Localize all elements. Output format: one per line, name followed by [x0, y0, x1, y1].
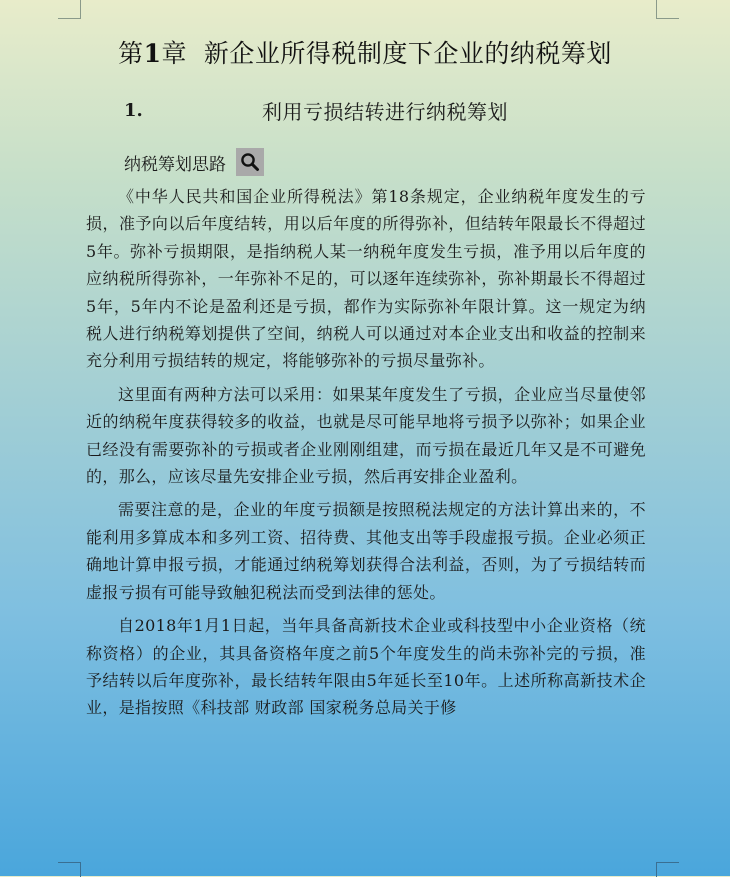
section-number: 1. [124, 100, 143, 121]
page-corner-mark-top-left [58, 0, 81, 19]
search-button[interactable] [236, 148, 264, 176]
paragraph-3: 需要注意的是，企业的年度亏损额是按照税法规定的方法计算出来的，不能利用多算成本和多列工资、招待费、其他支出等手段虚报亏损。企业必须正确地计算申报亏损，才能通过纳税筹划获得合法利益，否则，为了亏损结转而虚报亏损有可能导致触犯税法而受到法律的惩处。 [86, 500, 646, 602]
chapter-number: 1 [143, 39, 162, 68]
paragraph-2: 这里面有两种方法可以采用：如果某年度发生了亏损，企业应当尽量使邻近的纳税年度获得较多的收益，也就是尽可能早地将亏损予以弥补；如果企业已经没有需要弥补的亏损或者企业刚刚组建，而亏损在最近几年又是不可避免的，那么，应该尽量先安排企业亏损，然后再安排企业盈利。 [86, 384, 646, 487]
chapter-title-text: 章 新企业所得税制度下企业的纳税筹划 [161, 39, 612, 68]
paragraph-4: 自2018年1月1日起，当年具备高新技术企业或科技型中小企业资格（统称资格）的企业，其具备资格年度之前5个年度发生的尚未弥补完的亏损，准予结转以后年度弥补，最长结转年限由5年延长至10年。上述所称高新技术企业，是指按照《科技部 财政部 国家税务总局关于修 [86, 616, 646, 718]
subheading-row [124, 148, 264, 176]
subheading-label: 纳税筹划思路 [124, 154, 226, 175]
page-corner-mark-bottom-left [58, 862, 81, 877]
chapter-title-prefix: 第 [118, 39, 144, 68]
page-corner-mark-bottom-right [656, 862, 679, 877]
page-corner-mark-top-right [656, 0, 679, 19]
body-text [86, 183, 646, 728]
section-title: 利用亏损结转进行纳税筹划 [262, 100, 508, 124]
chapter-title [0, 34, 730, 70]
paragraph-1: 《中华人民共和国企业所得税法》第18条规定，企业纳税年度发生的亏损，准予向以后年度结转，用以后年度的所得弥补，但结转年限最长不得超过5年。弥补亏损期限，是指纳税人某一纳税年度发生亏损，准予用以后年度的应纳税所得弥补，一年弥补不足的，可以逐年连续弥补，弥补期最长不得超过5年，5年内不论是盈利还是亏损，都作为实际弥补年限计算。这一规定为纳税人进行纳税筹划提供了空间，纳税人可以通过对本企业支出和收益的控制来充分利用亏损结转的规定，将能够弥补的亏损尽量弥补。 [86, 187, 646, 371]
search-icon [240, 152, 260, 172]
